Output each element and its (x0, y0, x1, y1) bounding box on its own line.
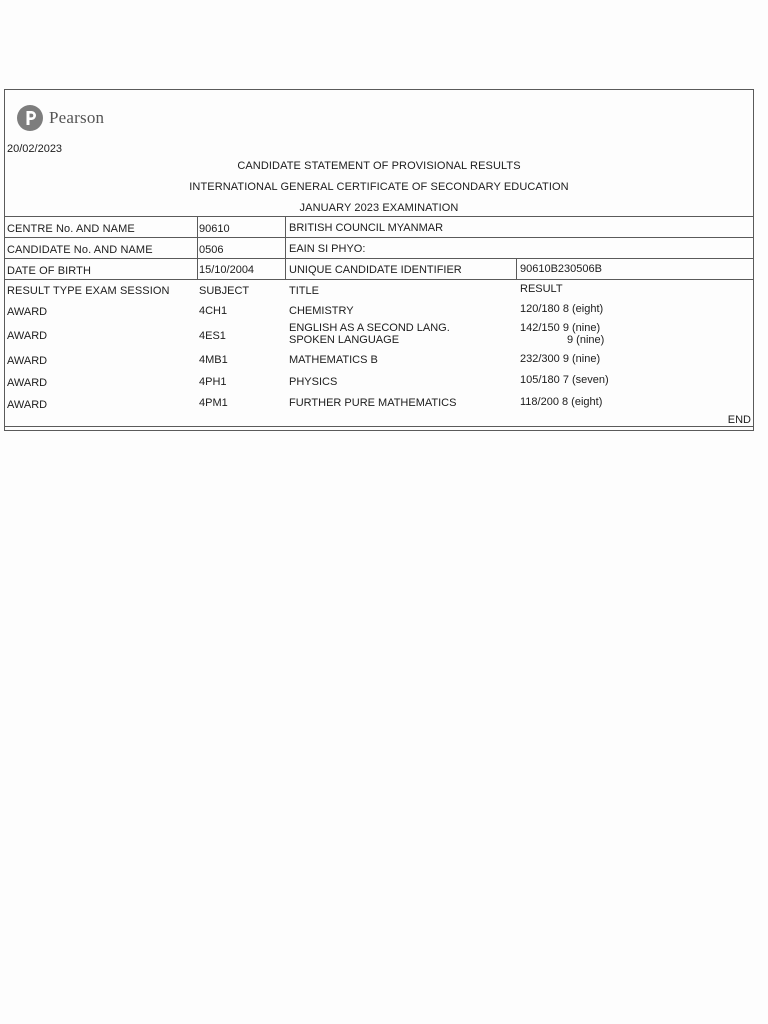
candidate-label: CANDIDATE No. AND NAME (7, 244, 153, 256)
divider (5, 279, 753, 280)
end-marker: END (727, 414, 751, 426)
column-header-subject: SUBJECT (199, 285, 250, 297)
divider (516, 258, 517, 279)
divider (5, 237, 753, 238)
divider (5, 426, 753, 427)
row-result: 120/180 8 (eight) (520, 303, 604, 315)
row-result-type: AWARD (7, 330, 48, 342)
row-result-type: AWARD (7, 399, 48, 411)
column-header-title: TITLE (289, 285, 319, 297)
row-title: PHYSICS (289, 376, 338, 388)
row-title: MATHEMATICS B (289, 354, 378, 366)
row-result-type: AWARD (7, 377, 48, 389)
divider (285, 216, 286, 279)
row-result-line2: 9 (nine) (567, 334, 605, 346)
column-header-result: RESULT (520, 283, 563, 295)
unique-candidate-identifier: 90610B230506B (520, 263, 602, 275)
statement-date: 20/02/2023 (7, 143, 63, 155)
row-result: 105/180 7 (seven) (520, 374, 609, 386)
row-subject-code: 4PH1 (199, 376, 227, 388)
row-result: 232/300 9 (nine) (520, 353, 601, 365)
row-title: CHEMISTRY (289, 305, 354, 317)
candidate-number: 0506 (199, 244, 224, 256)
row-title: FURTHER PURE MATHEMATICS (289, 397, 457, 409)
qualification-title: INTERNATIONAL GENERAL CERTIFICATE OF SECONDARY EDUCATION (189, 181, 569, 193)
row-result: 118/200 8 (eight) (520, 396, 603, 408)
divider (197, 216, 198, 279)
results-statement (4, 89, 754, 431)
centre-label: CENTRE No. AND NAME (7, 223, 135, 235)
row-title: ENGLISH AS A SECOND LANG. (289, 322, 450, 334)
row-subject-code: 4ES1 (199, 330, 226, 342)
brand-name: Pearson (49, 108, 105, 127)
row-result-type: AWARD (7, 355, 48, 367)
divider (5, 216, 753, 217)
row-subject-code: 4CH1 (199, 305, 228, 317)
centre-name: BRITISH COUNCIL MYANMAR (289, 222, 444, 234)
row-subject-code: 4MB1 (199, 354, 228, 366)
row-result: 142/150 9 (nine) (520, 322, 601, 334)
uci-label: UNIQUE CANDIDATE IDENTIFIER (289, 264, 462, 276)
statement-title: CANDIDATE STATEMENT OF PROVISIONAL RESULTS (237, 160, 521, 172)
centre-number: 90610 (199, 223, 230, 235)
row-subject-code: 4PM1 (199, 397, 228, 409)
pearson-p-icon (16, 104, 44, 132)
candidate-name: EAIN SI PHYO: (289, 243, 366, 255)
date-of-birth: 15/10/2004 (199, 264, 255, 276)
exam-session-title: JANUARY 2023 EXAMINATION (299, 202, 459, 214)
divider (5, 258, 753, 259)
column-header-result-type: RESULT TYPE EXAM SESSION (7, 285, 170, 297)
row-result-type: AWARD (7, 306, 48, 318)
pearson-logo (16, 104, 104, 132)
dob-label: DATE OF BIRTH (7, 265, 92, 277)
row-title-line2: SPOKEN LANGUAGE (289, 334, 400, 346)
